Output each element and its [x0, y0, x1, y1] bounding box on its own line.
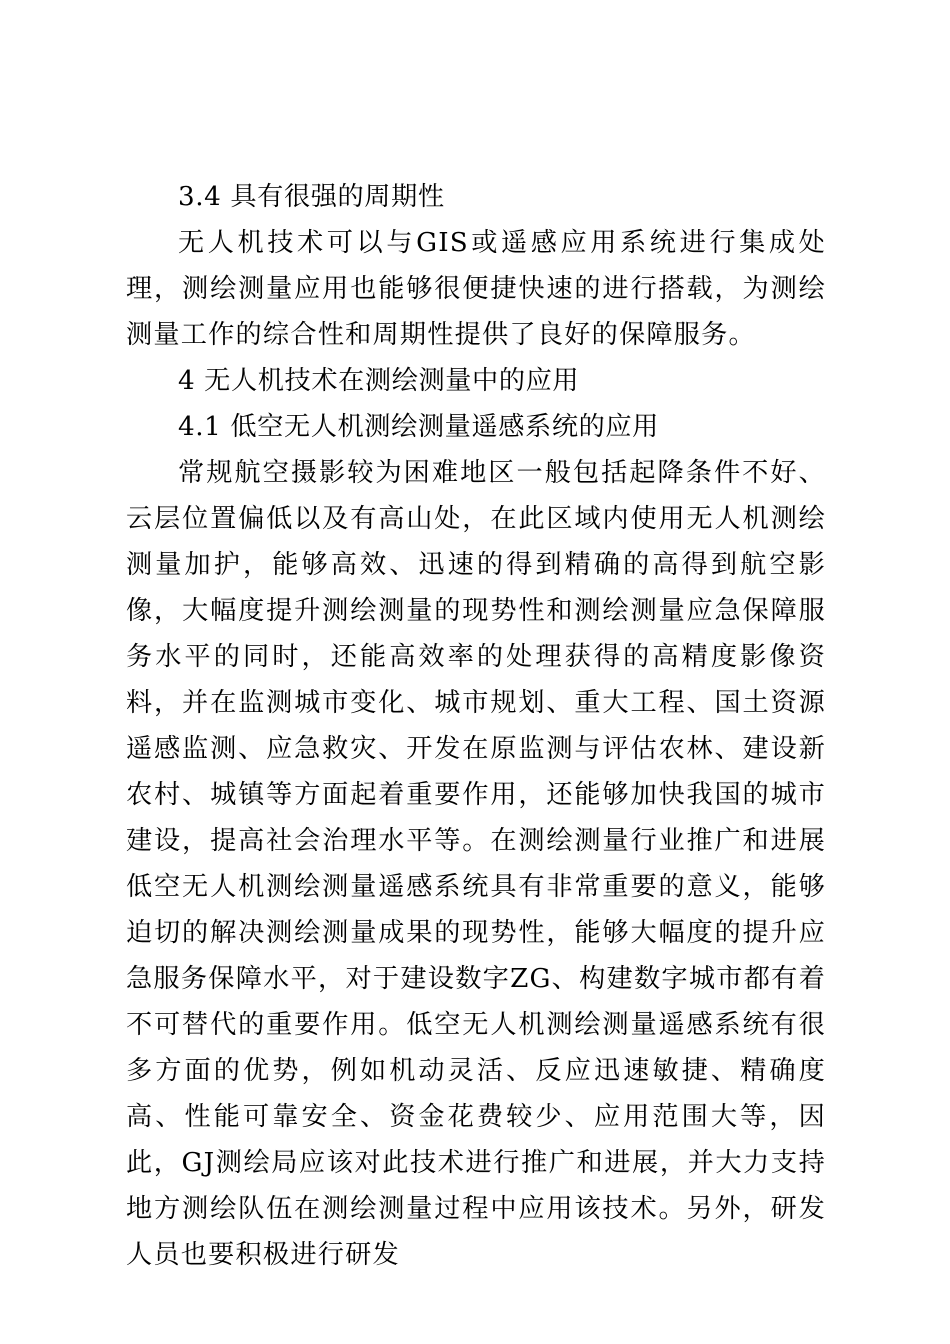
section-heading-4-1: 4.1 低空无人机测绘测量遥感系统的应用: [178, 412, 659, 442]
document-body: [126, 174, 826, 1278]
section-heading-3-4: 3.4 具有很强的周期性: [178, 182, 445, 212]
paragraph-periodicity: 无人机技术可以与GIS或遥感应用系统进行集成处理，测绘测量应用也能够很便捷快速的进行搭载，为测绘测量工作的综合性和周期性提供了良好的保障服务。: [126, 228, 826, 350]
paragraph-low-altitude-uav: 常规航空摄影较为困难地区一般包括起降条件不好、云层位置偏低以及有高山处，在此区域内使用无人机测绘测量加护，能够高效、迅速的得到精确的高得到航空影像，大幅度提升测绘测量的现势性和测绘测量应急保障服务水平的同时，还能高效率的处理获得的高精度影像资料，并在监测城市变化、城市规划、重大工程、国土资源遥感监测、应急救灾、开发在原监测与评估农林、建设新农村、城镇等方面起着重要作用，还能够加快我国的城市建设，提高社会治理水平等。在测绘测量行业推广和进展低空无人机测绘测量遥感系统具有非常重要的意义，能够迫切的解决测绘测量成果的现势性，能够大幅度的提升应急服务保障水平，对于建设数字ZG、构建数字城市都有着不可替代的重要作用。低空无人机测绘测量遥感系统有很多方面的优势，例如机动灵活、反应迅速敏捷、精确度高、性能可靠安全、资金花费较少、应用范围大等，因此，GJ测绘局应该对此技术进行推广和进展，并大力支持地方测绘队伍在测绘测量过程中应用该技术。另外，研发人员也要积极进行研发: [126, 458, 826, 1270]
section-heading-4: 4 无人机技术在测绘测量中的应用: [178, 366, 580, 396]
